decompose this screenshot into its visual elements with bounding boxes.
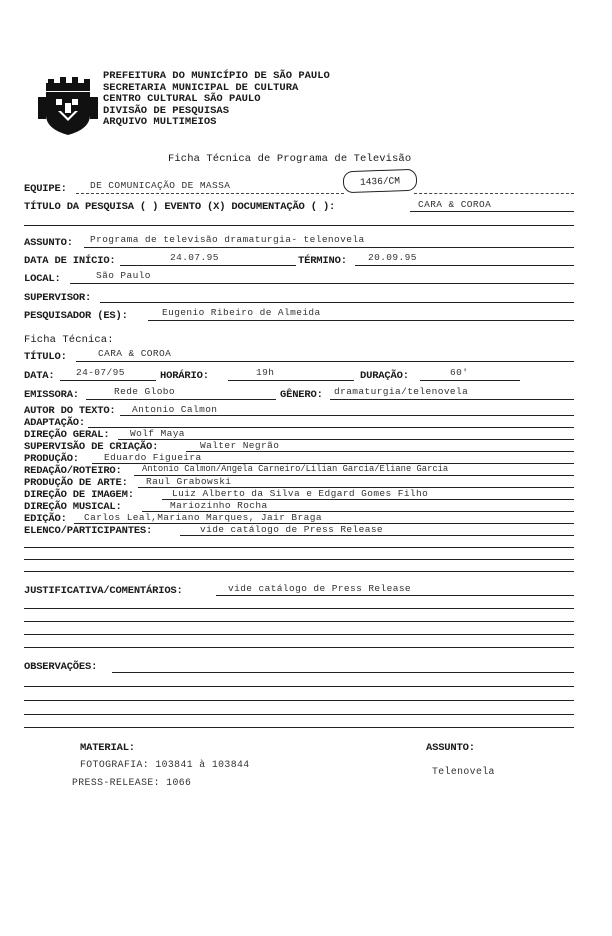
autor-label: AUTOR DO TEXTO:	[24, 405, 116, 417]
genero-label: GÊNERO:	[280, 389, 323, 401]
supervisor-label: SUPERVISOR:	[24, 292, 92, 304]
genero-value: dramaturgia/telenovela	[334, 386, 469, 397]
direcao-imagem-label: DIREÇÃO DE IMAGEM:	[24, 489, 134, 501]
header-line-5: ARQUIVO MULTIMEIOS	[103, 116, 217, 128]
fotografia-line: FOTOGRAFIA: 103841 à 103844	[80, 759, 250, 770]
local-value: São Paulo	[96, 270, 151, 281]
equipe-label: EQUIPE:	[24, 183, 67, 195]
producao-arte-value: Raul Grabowski	[146, 476, 232, 487]
emissora-value: Rede Globo	[114, 386, 176, 397]
producao-arte-label: PRODUÇÃO DE ARTE:	[24, 477, 128, 489]
emissora-label: EMISSORA:	[24, 389, 79, 401]
supervisao-value: Walter Negrão	[200, 440, 280, 451]
equipe-value: DE COMUNICAÇÃO DE MASSA	[90, 180, 231, 191]
justificativa-value: vide catálogo de Press Release	[228, 583, 412, 594]
pesquisador-value: Eugenio Ribeiro de Almeida	[162, 307, 321, 318]
redacao-value: Antonio Calmon/Angela Carneiro/Lilian Garcia/Eliane Garcia	[142, 464, 449, 474]
duracao-value: 60'	[450, 367, 469, 378]
producao-label: PRODUÇÃO:	[24, 453, 79, 465]
horario-label: HORÁRIO:	[160, 370, 209, 382]
header-line-1: PREFEITURA DO MUNICÍPIO DE SÃO PAULO	[103, 70, 330, 82]
assunto-label: ASSUNTO:	[24, 237, 73, 249]
elenco-label: ELENCO/PARTICIPANTES:	[24, 525, 153, 537]
direcao-imagem-value: Luiz Alberto da Silva e Edgard Gomes Filho	[172, 488, 429, 499]
termino-label: TÉRMINO:	[298, 255, 347, 267]
direcao-musical-label: DIREÇÃO MUSICAL:	[24, 501, 122, 513]
direcao-geral-label: DIREÇÃO GERAL:	[24, 429, 110, 441]
data-inicio-value: 24.07.95	[170, 252, 219, 263]
registration-stamp: 1436/CM	[343, 169, 418, 194]
duracao-label: DURAÇÃO:	[360, 370, 409, 382]
header-line-4: DIVISÃO DE PESQUISAS	[103, 104, 230, 117]
assunto-footer-value: Telenovela	[432, 766, 495, 777]
ficha-heading: Ficha Técnica:	[24, 334, 114, 346]
autor-value: Antonio Calmon	[132, 404, 218, 415]
edicao-label: EDIÇÃO:	[24, 513, 67, 525]
header-line-3: CENTRO CULTURAL SÃO PAULO	[103, 93, 261, 105]
redacao-label: REDAÇÃO/ROTEIRO:	[24, 465, 122, 477]
titulo-pesquisa-label: TÍTULO DA PESQUISA ( ) EVENTO (X) DOCUMENTAÇÃO ( ):	[24, 201, 336, 213]
edicao-value: Carlos Leal,Mariano Marques, Jair Braga	[84, 512, 322, 523]
termino-value: 20.09.95	[368, 252, 417, 263]
municipal-crest-icon	[38, 77, 98, 137]
direcao-geral-value: Wolf Maya	[130, 428, 185, 439]
assunto-value: Programa de televisão dramaturgia- telenovela	[90, 234, 365, 245]
elenco-value: vide catálogo de Press Release	[200, 524, 384, 535]
data-label: DATA:	[24, 370, 55, 382]
assunto-footer-heading: ASSUNTO:	[426, 742, 475, 754]
form-title: Ficha Técnica de Programa de Televisão	[168, 153, 412, 165]
material-heading: MATERIAL:	[80, 742, 135, 754]
titulo-label: TÍTULO:	[24, 351, 67, 363]
supervisao-label: SUPERVISÃO DE CRIAÇÃO:	[24, 441, 159, 453]
horario-value: 19h	[256, 367, 275, 378]
justificativa-label: JUSTIFICATIVA/COMENTÁRIOS:	[24, 585, 183, 597]
titulo-value: CARA & COROA	[98, 348, 172, 359]
observacoes-label: OBSERVAÇÕES:	[24, 661, 98, 673]
press-release-line: PRESS-RELEASE: 1066	[72, 777, 192, 788]
adaptacao-label: ADAPTAÇÃO:	[24, 417, 86, 429]
header-line-2: SECRETARIA MUNICIPAL DE CULTURA	[103, 81, 299, 94]
data-inicio-label: DATA DE INÍCIO:	[24, 255, 116, 267]
titulo-pesquisa-value: CARA & COROA	[418, 199, 492, 210]
data-value: 24-07/95	[76, 367, 125, 378]
direcao-musical-value: Mariozinho Rocha	[170, 500, 268, 511]
producao-value: Eduardo Figueira	[104, 452, 202, 463]
local-label: LOCAL:	[24, 273, 61, 285]
pesquisador-label: PESQUISADOR (ES):	[24, 310, 128, 322]
